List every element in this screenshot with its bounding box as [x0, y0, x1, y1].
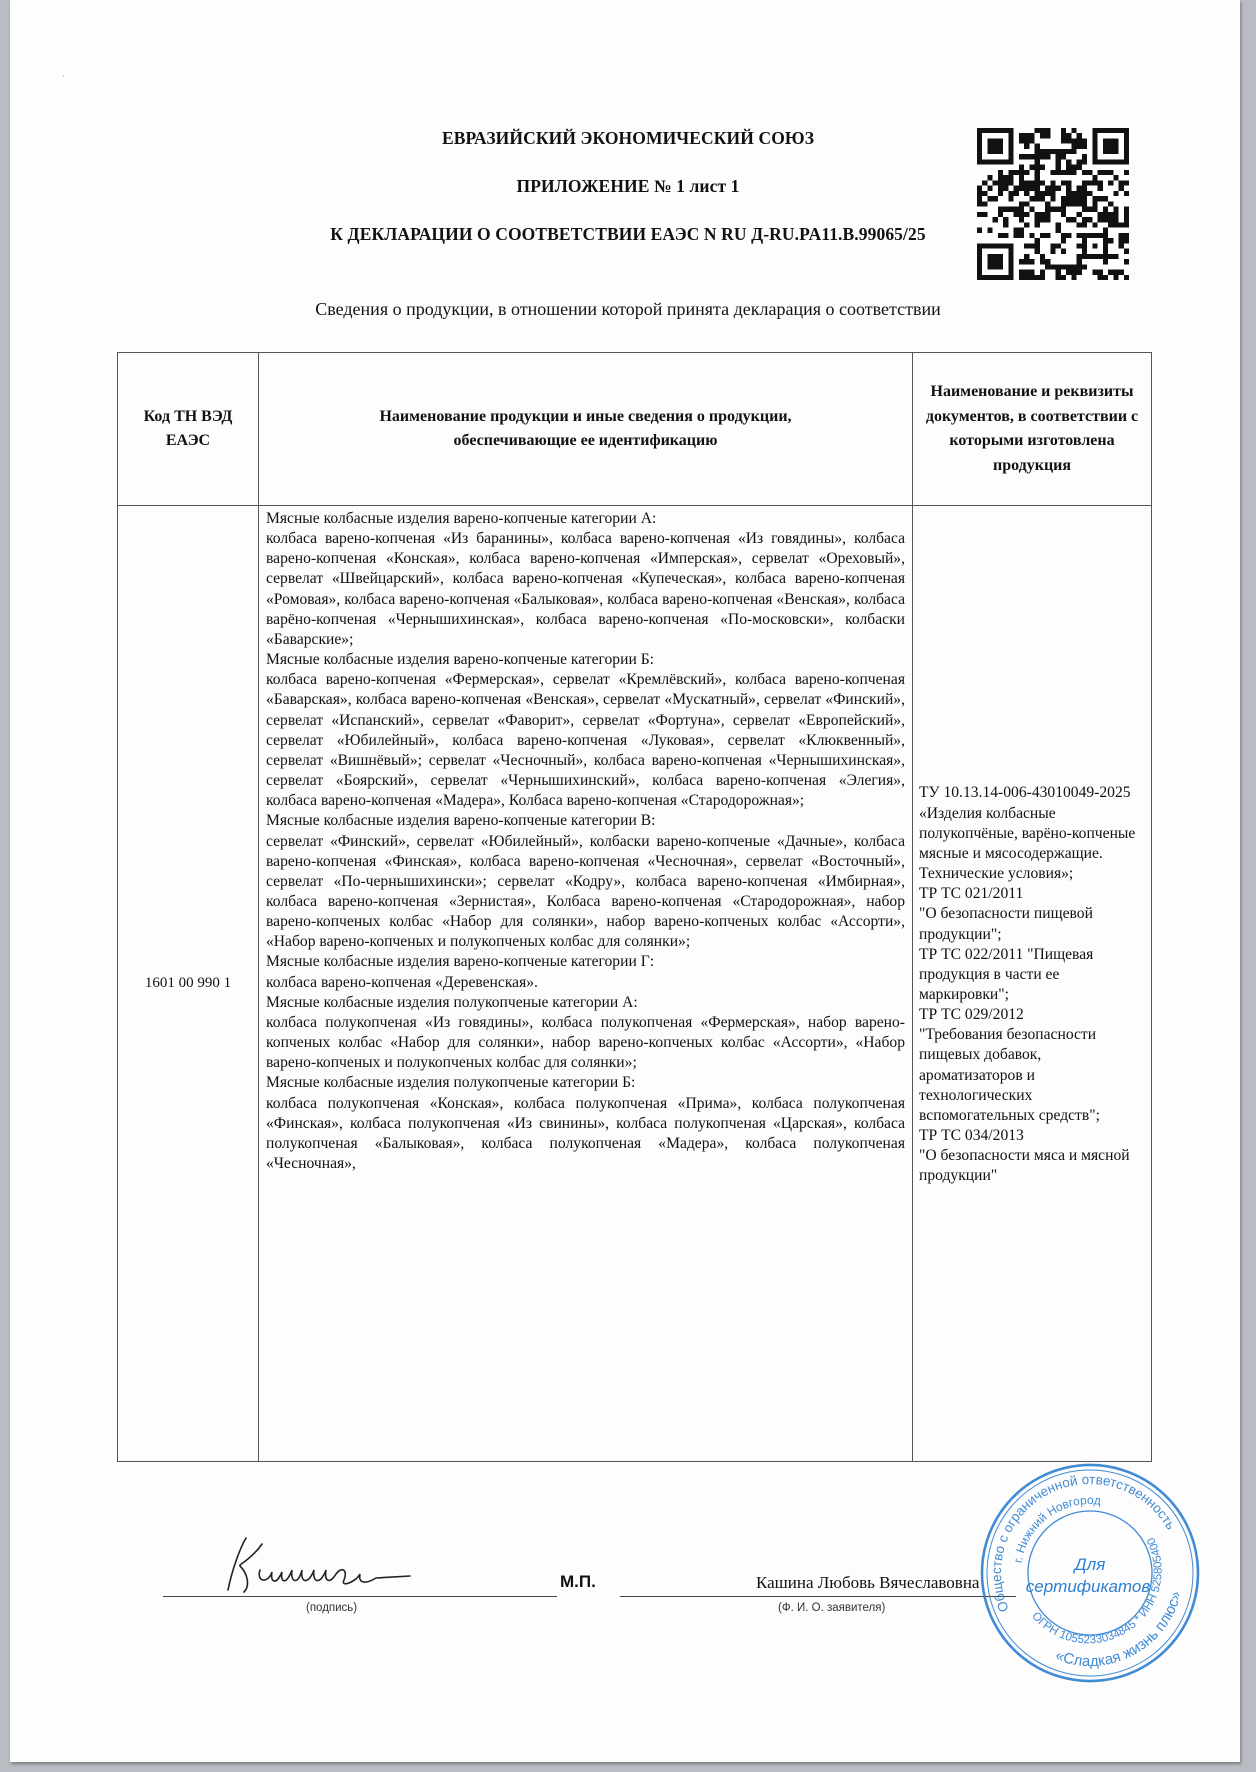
product-list-item: колбаса варено-копченая «Из баранины», колбаса варено-копченая «Из говядины», колбаса варено-копченая «Конская», колбаса варено-копченая «Имперская», сервелат «Ореховый», сервелат «Швейцарский», колбаса варено-копченая «Купеческая», колбаса варено-копченая «Ромовая», колбаса варено-копченая «Балыковая», колбаса варено-копченая «Венская», колбаса варёно-копченая «Чернышихинская», колбаса варено-копченая «По-московски», колбаски «Баварские»;: [266, 530, 905, 648]
document-reference: "О безопасности мяса и мясной продукции": [919, 1147, 1130, 1185]
table-row: [118, 506, 1152, 1462]
product-description-list: [266, 509, 905, 1461]
documents-list: [919, 783, 1145, 1186]
header-hs-code: Код ТН ВЭД ЕАЭС: [118, 353, 259, 506]
applicant-name: Кашина Любовь Вячеславовна: [756, 1573, 980, 1592]
stamp-company: «Сладкая жизнь плюс»: [1053, 1589, 1185, 1671]
declaration-number: К ДЕКЛАРАЦИИ О СООТВЕТСТВИИ ЕАЭС N RU Д-RU.PA11.B.99065/25: [330, 224, 926, 244]
stamp-center-line2: сертификатов: [1025, 1577, 1151, 1596]
document-reference: ТУ 10.13.14-006-43010049-2025 «Изделия колбасные полукопчёные, варёно-копченые мясные и мясосодержащие. Технические условия»;: [919, 784, 1136, 883]
documents-cell: [913, 506, 1152, 1462]
appendix-title: ПРИЛОЖЕНИЕ № 1 лист 1: [516, 176, 740, 196]
product-description-cell: [259, 506, 913, 1462]
seal-placeholder-label: М.П.: [560, 1572, 596, 1591]
document-reference: ТР ТС 022/2011 "Пищевая продукция в части ее маркировки";: [919, 945, 1094, 1003]
table-header-row: [118, 353, 1152, 506]
signature-line: [163, 1596, 557, 1597]
stamp-ogrn-inn: ОГРН 1055233034845 * ИНН 5258054000: [1029, 1535, 1165, 1647]
document-reference: "Требования безопасности пищевых добавок, ароматизаторов и технологических вспомогательных средств";: [919, 1026, 1100, 1124]
handwritten-signature: [210, 1530, 430, 1600]
name-line: [620, 1596, 1016, 1597]
category-heading: Мясные колбасные изделия полукопченые категории А:: [266, 993, 638, 1011]
category-heading: Мясные колбасные изделия варено-копченые категории В:: [266, 812, 656, 830]
document-reference: ТР ТС 029/2012: [919, 1006, 1024, 1024]
category-heading: Мясные колбасные изделия варено-копченые категории Г:: [266, 953, 655, 971]
header-documents: Наименование и реквизиты документов, в соответствии с которыми изготовлена продукция: [913, 353, 1152, 506]
header-product-name: Наименование продукции и иные сведения о продукции, обеспечивающие ее идентификацию: [259, 353, 913, 506]
section-subtitle: Сведения о продукции, в отношении которой принята декларация о соответствии: [315, 299, 941, 319]
document-reference: ТР ТС 021/2011: [919, 885, 1024, 903]
category-heading: Мясные колбасные изделия полукопченые категории Б:: [266, 1074, 636, 1092]
product-list-item: колбаса полукопченая «Конская», колбаса полукопченая «Прима», колбаса полукопченая «Финская», колбаса полукопченая «Из свинины», колбаса полукопченая «Царская», колбаса полукопченая «Балыковая», колбаса полукопченая «Мадера», колбаса полукопченая «Чесночная»,: [266, 1094, 905, 1172]
product-list-item: колбаса варено-копченая «Фермерская», сервелат «Кремлёвский», колбаса варено-копченая «Баварская», колбаса варено-копченая «Венская», сервелат «Мускатный», сервелат «Финский», сервелат «Испанский», сервелат «Фаворит», сервелат «Фортуна», сервелат «Европейский», сервелат «Юбилейный», колбаса варено-копченая «Луковая», сервелат «Клюквенный», сервелат «Вишнёвый»; сервелат «Чесночный», колбаса варено-копченая «Чернышихинская», сервелат «Боярский», сервелат «Чернышихинский», колбаса варено-копченая «Элегия», колбаса варено-копченая «Мадера», Колбаса варено-копченая «Стародорожная»;: [266, 671, 905, 810]
product-list-item: колбаса варено-копченая «Деревенская».: [266, 973, 538, 991]
product-table: [117, 352, 1152, 1462]
document-reference: ТР ТС 034/2013: [919, 1127, 1024, 1145]
stamp-outer-text: Общество с ограниченной ответственностью: [988, 1471, 1179, 1615]
qr-code-icon: [977, 128, 1129, 280]
stamp-city: г. Нижний Новгород: [1010, 1492, 1102, 1564]
category-heading: Мясные колбасные изделия варено-копченые категории Б:: [266, 651, 654, 669]
product-list-item: сервелат «Финский», сервелат «Юбилейный», колбаски варено-копченые «Дачные», колбаса варено-копченая «Финская», колбаса варено-копченая «Чесночная», сервелат «Восточный», сервелат «По-чернышихински»; сервелат «Кодру», колбаса варено-копченая «Имбирная», колбаса варено-копченая «Зернистая», Колбаса варено-копченая «Стародорожная», набор варено-копченых колбас «Набор для солянки», набор варено-копченых колбас «Ассорти», «Набор варено-копченых и полукопченых колбас для солянки»;: [266, 832, 905, 951]
company-stamp-icon: [975, 1458, 1205, 1688]
name-caption: (Ф. И. О. заявителя): [778, 1602, 886, 1614]
scan-artifact: ·: [62, 72, 66, 83]
hs-code-cell: 1601 00 990 1: [118, 506, 259, 1462]
union-title: ЕВРАЗИЙСКИЙ ЭКОНОМИЧЕСКИЙ СОЮЗ: [441, 128, 815, 148]
product-list-item: колбаса полукопченая «Из говядины», колбаса полукопченая «Фермерская», набор варено-копченых колбас «Набор для солянки», набор варено-копченых колбас «Ассорти», «Набор варено-копченых и полукопченых колбас для солянки»;: [266, 1013, 905, 1072]
category-heading: Мясные колбасные изделия варено-копченые категории А:: [266, 510, 657, 527]
document-reference: "О безопасности пищевой продукции";: [919, 905, 1093, 943]
signature-caption: (подпись): [306, 1602, 358, 1614]
stamp-center-line1: Для: [1074, 1555, 1106, 1574]
